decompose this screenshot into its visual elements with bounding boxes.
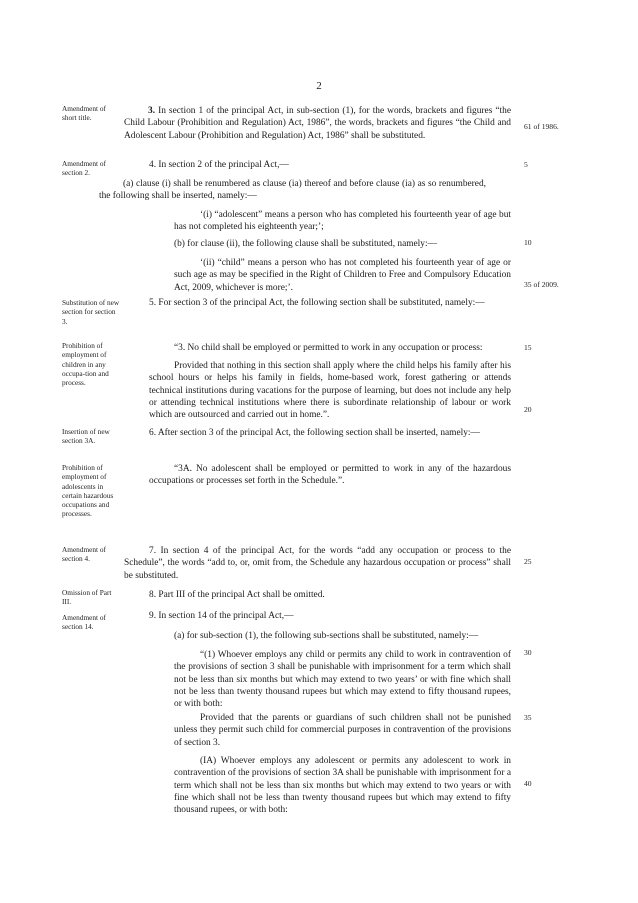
margin-note-omission-part-3: Omission of Part III. [62,588,112,607]
section-8-paragraph: 8. Part III of the principal Act shall be omitted. [149,590,325,600]
margin-note-prohibition-adolescents: Prohibition of employment of adolescents in certain hazardous occupations and processes. [62,463,114,519]
margin-note-amend-short-title: Amendment of short title. [62,104,106,123]
line-number: 20 [524,405,532,414]
definition-child: ‘(ii) “child” means a person who has not completed his fourteenth year of age or such age as may be specified in the Right of Children to Free and Compulsory Education Act, 2009, whichever is more;’. [174,258,511,293]
right-note-act-1986: 61 of 1986. [524,122,559,131]
line-number: 15 [524,343,532,352]
margin-note-amend-section-14: Amendment of section 14. [62,613,106,632]
section-9-clause-a: (a) for sub-section (1), the following sub-sections shall be substituted, namely:— [174,631,479,641]
page-number: 2 [316,80,322,92]
section-6-heading: 6. After section 3 of the principal Act, the following section shall be inserted, namely:— [149,428,480,438]
sub-section-1-proviso: Provided that the parents or guardians of such children shall not be punished unless they permit such child for commercial purposes in contravention of the provisions of section 3. [174,713,511,748]
line-number: 5 [524,160,528,169]
new-section-3A-text: “3A. No adolescent shall be employed or permitted to work in any of the hazardous occupations or processes set forth in the Schedule.”. [149,464,511,487]
line-number: 10 [524,238,532,247]
line-number: 30 [524,648,532,657]
section-4-clause-b: (b) for clause (ii), the following clause shall be substituted, namely:— [174,239,437,249]
new-section-3-proviso: Provided that nothing in this section shall apply where the child helps his family after his school hours or helps his family in fields, home-based work, forest gathering or attends technical institutions during vacations for the purpose of learning, but does not include any help or attending technical institutions where there is subordinate relationship of labour or work which are outsourced and carried out in home.”. [149,361,511,421]
line-number: 35 [524,713,532,722]
definition-adolescent: ‘(i) “adolescent” means a person who has completed his fourteenth year of age but has not completed his eighteenth year;’; [174,210,511,233]
new-section-3-text: “3. No child shall be employed or permitted to work in any occupation or process: [174,343,483,353]
margin-note-prohibition-children: Prohibition of employment of children in any occupa-tion and process. [62,341,109,388]
sub-section-1-text: “(1) Whoever employs any child or permits any child to work in contravention of the provisions of section 3 shall be punishable with imprisonment for a term which shall not be less than six months but which may extend to two years’ or with fine which shall not be less than twenty thousand rupees but which may extend to fifty thousand rupees, or with both: [174,650,511,710]
line-number: 25 [524,557,532,566]
right-note-act-2009: 35 of 2009. [524,280,559,289]
section-3-text: In section 1 of the principal Act, in sub-section (1), for the words, brackets and figures “the Child Labour (Prohibition and Regulation) Act, 1986”, the words, brackets and figures “the Child and Adolescent Labour (Prohibition and Regulation) Act, 1986” shall be substituted. [124,106,512,141]
margin-note-substitution-section-3: Substitution of new section for section 3. [62,298,120,326]
line-number: 40 [524,779,532,788]
section-9-heading: 9. In section 14 of the principal Act,— [149,611,294,621]
margin-note-amend-section-2: Amendment of section 2. [62,159,106,178]
section-7-paragraph: 7. In section 4 of the principal Act, for the words “add any occupation or process to the Schedule”, the words “add to, or, omit from, the Schedule any hazardous occupation or process” shall be substituted. [124,546,511,581]
sub-section-1A-text: (IA) Whoever employs any adolescent or permits any adolescent to work in contravention of the provisions of section 3A shall be punishable with imprisonment for a term which shall not be less than six months but which may extend to two years or with fine which shall not be less than twenty thousand rupees but which may extend to fifty thousand rupees, or with both: [174,756,511,816]
section-3-paragraph [124,105,511,142]
margin-note-insertion-3A: Insertion of new section 3A. [62,427,110,446]
margin-note-amend-section-4: Amendment of section 4. [62,545,106,564]
section-4-heading: 4. In section 2 of the principal Act,— [149,160,289,170]
section-3-number: 3. [148,106,156,116]
section-5-heading: 5. For section 3 of the principal Act, the following section shall be substituted, namely:— [149,298,485,308]
section-4-clause-a: (a) clause (i) shall be renumbered as clause (ia) thereof and before clause (ia) as so renumbered, the following shall be inserted, namely:— [99,179,486,202]
